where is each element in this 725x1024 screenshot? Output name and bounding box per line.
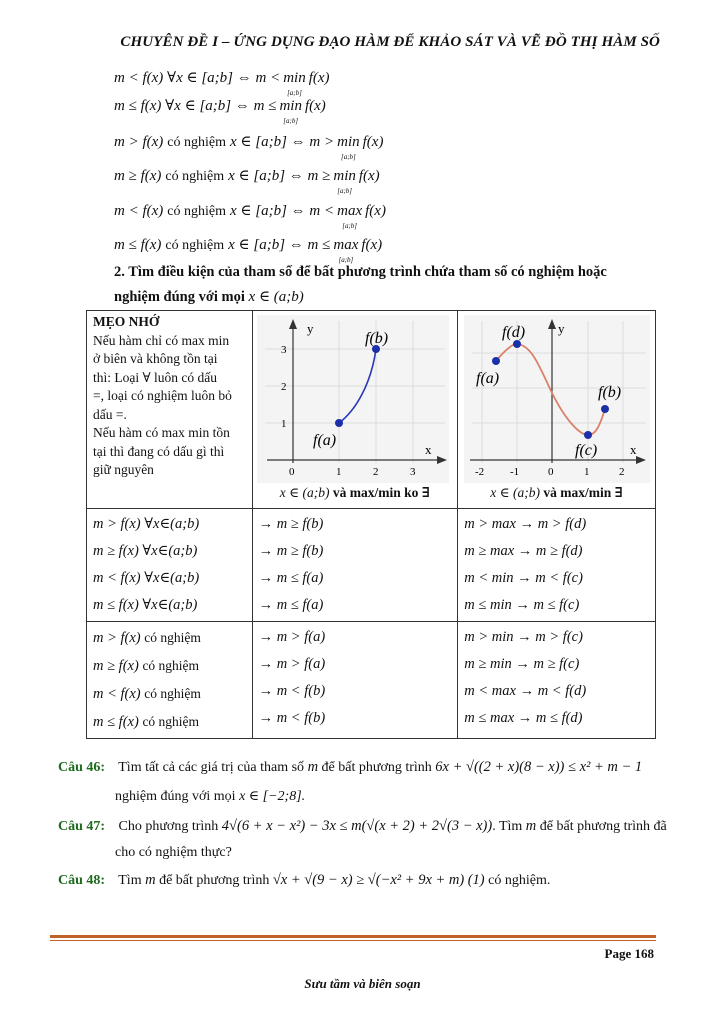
table-cell: → m > f(a) [258, 629, 326, 645]
question-math: 4√(6 + x − x²) − 3x ≤ m(√(x + 2) + 2√(3 − x)) [221, 818, 493, 834]
table-cell: → m ≤ f(a) [258, 597, 324, 613]
graph2-caption: x ∈ (a;b) và max/min ∃ [490, 485, 624, 500]
footer-text: Sưu tầm và biên soạn [304, 976, 421, 991]
section-heading-cont: nghiệm đúng với mọi x ∈ (a;b) [114, 289, 304, 305]
formula-line: m < f(x) có nghiệm x ∈ [a;b] ⇔ m < max [a;b] f(x) [114, 203, 386, 230]
point-fc [584, 431, 592, 439]
x-tick: 1 [335, 466, 342, 478]
graph1-plot [255, 313, 455, 485]
memo-title: MẸO NHỚ [93, 314, 160, 329]
forall-conditions [87, 509, 253, 622]
table-row: m > f(x) có nghiệm [93, 630, 201, 646]
exists-case2 [458, 622, 656, 739]
question-label: Câu 47: [58, 819, 106, 834]
table-cell: → m > f(a) [258, 656, 326, 672]
memo-line: giữ nguyên [93, 462, 154, 477]
formula-line: m ≤ f(x) có nghiệm x ∈ [a;b] ⇔ m ≤ max [a;b] f(x) [114, 237, 383, 264]
y-axis-label: y [306, 321, 314, 336]
formula-line: m ≤ f(x) ∀x ∈ [a;b] ⇔ m ≤ min [a;b] f(x) [114, 98, 326, 125]
forall-case1 [252, 509, 458, 622]
x-axis-label: x [629, 442, 637, 457]
table-row: m < f(x) có nghiệm [93, 686, 201, 702]
y-tick: 2 [280, 381, 287, 393]
table-cell: → m ≤ f(a) [258, 570, 324, 586]
memo-line: dấu =. [93, 406, 127, 422]
memo-line: Nếu hàm chỉ có max min [93, 332, 230, 348]
exists-conditions [87, 622, 253, 739]
memo-cell [87, 311, 253, 509]
label-fd: f(d) [501, 324, 525, 341]
page-number: Page 168 [604, 946, 654, 961]
table-row: m ≤ f(x) có nghiệm [93, 714, 200, 730]
memo-line: Nếu hàm có max min tồn [93, 425, 230, 440]
table-cell: m ≥ min → m ≥ f(c) [464, 656, 580, 672]
label-fb: f(b) [597, 384, 621, 401]
table-cell: → m ≥ f(b) [258, 516, 324, 532]
question-label: Câu 48: [58, 873, 106, 888]
graph2-plot [462, 313, 652, 485]
formula-line: m < f(x) ∀x ∈ [a;b] ⇔ m < min [a;b] f(x) [114, 70, 330, 97]
memo-table [86, 310, 656, 739]
question-47-cont: cho có nghiệm thực? [115, 845, 232, 860]
table-row: m ≤ f(x) ∀x∈(a;b) [93, 597, 198, 613]
y-axis-label: y [557, 321, 565, 336]
x-tick: 2 [618, 466, 625, 478]
table-cell: m > min → m > f(c) [464, 629, 583, 645]
x-tick: -2 [474, 466, 484, 478]
x-tick: -1 [509, 466, 519, 478]
graph2-cell [458, 311, 656, 509]
footer-rule-thin [50, 940, 656, 941]
table-cell: → m < f(b) [258, 710, 326, 726]
table-cell: m > max → m > f(d) [464, 516, 587, 532]
x-tick: 1 [583, 466, 590, 478]
table-cell: m ≤ min → m ≤ f(c) [464, 597, 580, 613]
footer-rule [50, 935, 656, 938]
x-tick: 0 [547, 466, 554, 478]
label-fb: f(b) [364, 330, 389, 347]
question-label: Câu 46: [58, 760, 106, 775]
point-fb [601, 405, 609, 413]
x-tick: 3 [409, 466, 416, 478]
memo-line: thì: Loại ∀ luôn có dấu [93, 369, 217, 385]
x-tick: 2 [372, 466, 379, 478]
point-fa [492, 357, 500, 365]
label-fa: f(a) [475, 370, 499, 387]
table-row: m > f(x) ∀x∈(a;b) [93, 516, 200, 532]
table-cell: m ≤ max → m ≤ f(d) [464, 710, 583, 726]
exists-case1 [252, 622, 458, 739]
page-header: CHUYÊN ĐỀ I – ỨNG DỤNG ĐẠO HÀM ĐỂ KHẢO SÁT VÀ VẼ ĐỒ THỊ HÀM SỐ [120, 34, 660, 50]
point-fd [513, 340, 521, 348]
x-tick: 0 [288, 466, 295, 478]
table-cell: m ≥ max → m ≥ f(d) [464, 543, 583, 559]
section-heading: 2. Tìm điều kiện của tham số để bất phương trình chứa tham số có nghiệm hoặc [114, 264, 607, 280]
memo-line: =, loại có nghiệm luôn bỏ [93, 388, 232, 403]
table-cell: → m < f(b) [258, 683, 326, 699]
table-row: m ≥ f(x) có nghiệm [93, 658, 200, 674]
table-cell: m < max → m < f(d) [464, 683, 587, 699]
forall-case2 [458, 509, 656, 622]
x-axis-label: x [424, 442, 432, 457]
table-cell: m < min → m < f(c) [464, 570, 583, 586]
formula-line: m ≥ f(x) có nghiệm x ∈ [a;b] ⇔ m ≥ min [a;b] f(x) [114, 168, 380, 195]
question-math: 6x + √((2 + x)(8 − x)) ≤ x² + m − 1 [435, 759, 643, 775]
memo-line: tại thì đang có dấu gì thì [93, 443, 225, 459]
table-cell: → m ≥ f(b) [258, 543, 324, 559]
question-math: √x + √(9 − x) ≥ √(−x² + 9x + m) [272, 872, 465, 888]
label-fa: f(a) [312, 432, 337, 449]
memo-line: ở biên và không tồn tại [93, 351, 218, 366]
graph1-caption: x ∈ (a;b) và max/min ko ∃ [279, 485, 431, 500]
graph1-cell [252, 311, 458, 509]
formula-line: m > f(x) có nghiệm x ∈ [a;b] ⇔ m > min [a;b] f(x) [114, 134, 384, 161]
y-tick: 1 [280, 418, 287, 430]
table-row: m ≥ f(x) ∀x∈(a;b) [93, 543, 198, 559]
y-tick: 3 [280, 344, 287, 356]
point-fa [335, 419, 343, 427]
question-46-cont: nghiệm đúng với mọi x ∈ [−2;8]. [115, 789, 306, 804]
label-fc: f(c) [574, 442, 597, 459]
question-47: Câu 47: Cho phương trình 4√(6 + x − x²) − 3x ≤ m(√(x + 2) + 2√(3 − x)). Tìm m để bất phương trình đã [58, 818, 667, 834]
question-48: Câu 48: Tìm m để bất phương trình √x + √(9 − x) ≥ √(−x² + 9x + m) (1) có nghiệm. [58, 872, 551, 888]
question-46: Câu 46: Tìm tất cả các giá trị của tham số m để bất phương trình 6x + √((2 + x)(8 − x)) ≤ x² + m − 1 [58, 759, 643, 775]
table-row: m < f(x) ∀x∈(a;b) [93, 570, 200, 586]
